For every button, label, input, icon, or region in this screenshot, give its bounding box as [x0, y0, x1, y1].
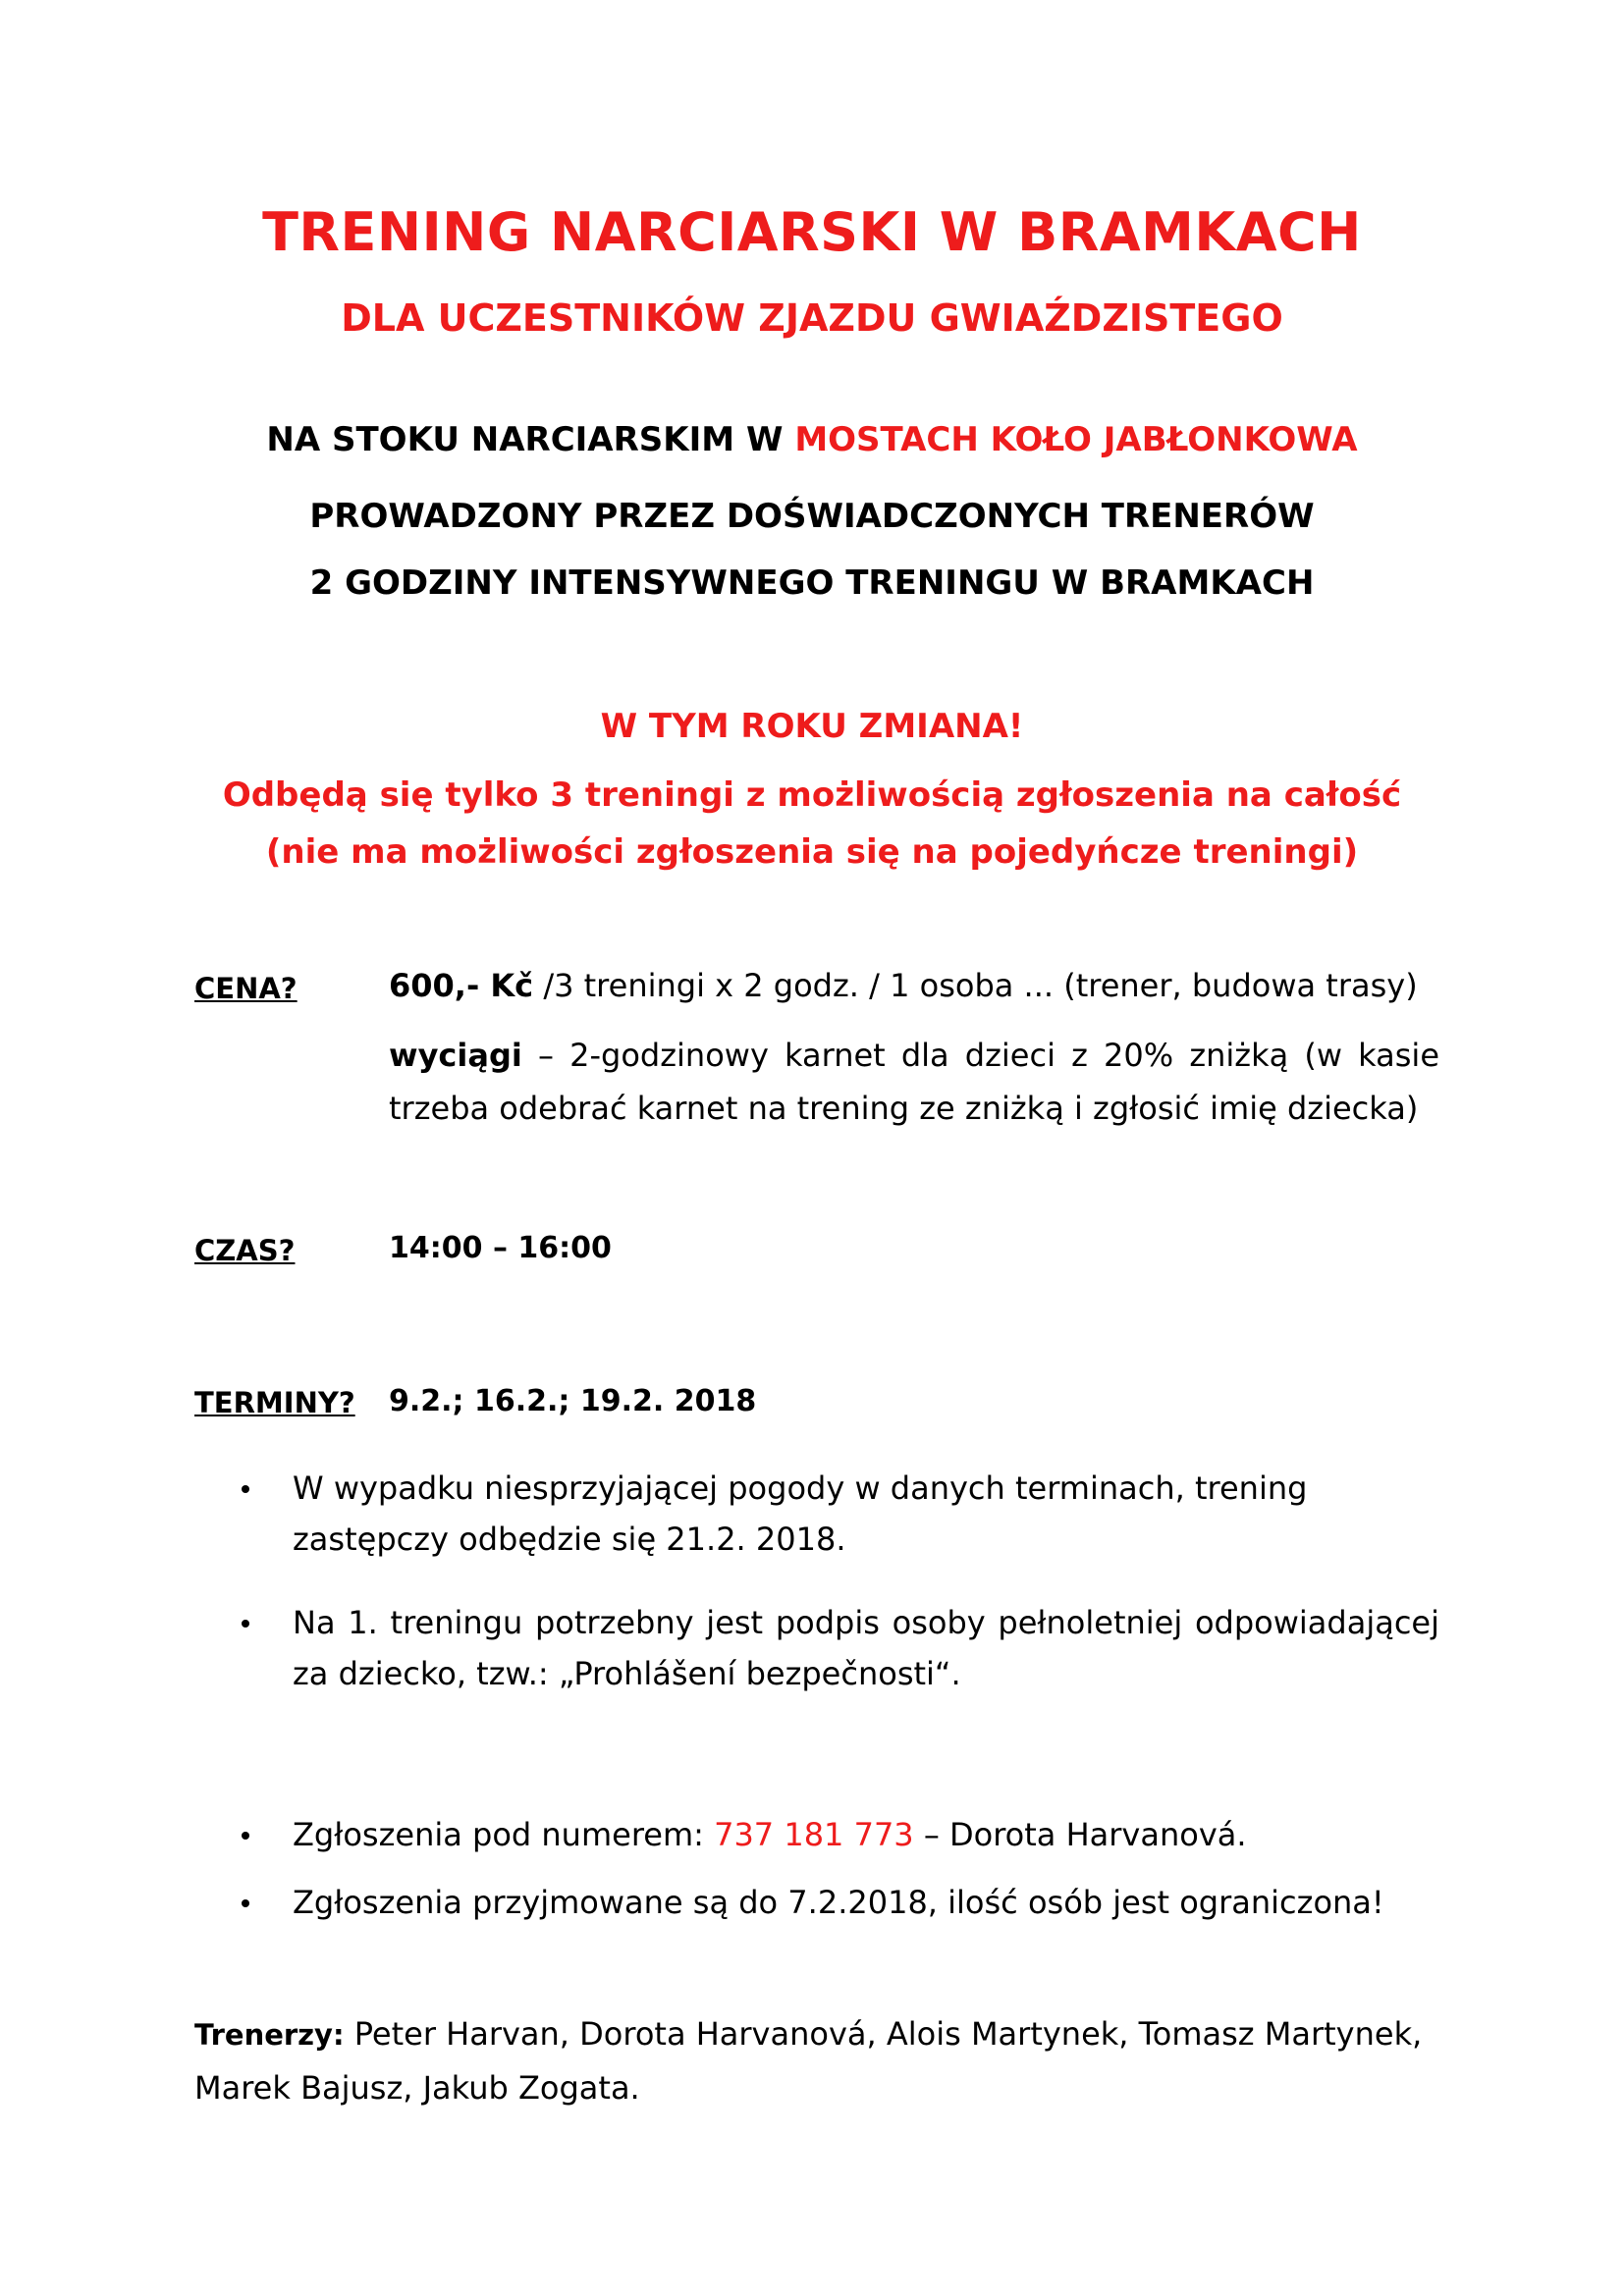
price-label: CENA? — [194, 972, 298, 1005]
document-title: TRENING NARCIARSKI W BRAMKACH — [262, 201, 1362, 263]
trainers-label: Trenerzy: — [194, 2018, 345, 2052]
document-subtitle: DLA UCZESTNIKÓW ZJAZDU GWIAŹDZISTEGO — [341, 296, 1283, 340]
notice-headline: W TYM ROKU ZMIANA! — [600, 707, 1024, 746]
dates-value: 9.2.; 16.2.; 19.2. 2018 — [389, 1384, 757, 1418]
lifts-info — [389, 1029, 1439, 1135]
notice-line-2: (nie ma możliwości zgłoszenia się na pojedyńcze treningi) — [265, 832, 1359, 872]
intro-location-highlight: MOSTACH KOŁO JABŁONKOWA — [794, 420, 1358, 459]
dates-note-signature: Na 1. treningu potrzebny jest podpis osoby pełnoletniej odpowiadającej za dziecko, tzw.: „Prohlášení bezpečnosti“. — [293, 1604, 1439, 1692]
registration-deadline: Zgłoszenia przyjmowane są do 7.2.2018, ilość osób jest ograniczona! — [293, 1884, 1384, 1921]
intro-location-prefix: NA STOKU NARCIARSKIM W — [266, 420, 795, 459]
lifts-text: – 2-godzinowy karnet dla dzieci z 20% zniżką (w kasie trzeba odebrać karnet na trening ze zniżką i zgłosić imię dziecka) — [389, 1037, 1439, 1127]
registration-phone-prefix: Zgłoszenia pod numerem: — [293, 1816, 715, 1853]
intro-trainers-line: PROWADZONY PRZEZ DOŚWIADCZONYCH TRENERÓW — [309, 497, 1315, 536]
time-value: 14:00 – 16:00 — [389, 1231, 612, 1265]
bullet-dot — [242, 1620, 249, 1628]
intro-location-line — [0, 420, 1624, 459]
registration-phone-suffix: – Dorota Harvanová. — [913, 1816, 1247, 1853]
bullet-dot — [242, 1485, 249, 1493]
lifts-label: wyciągi — [389, 1037, 522, 1074]
trainers-paragraph — [194, 2007, 1439, 2114]
dates-note-weather: W wypadku niesprzyjającej pogody w danych terminach, trening zastępczy odbędzie się 21.2. 2018. — [293, 1469, 1308, 1558]
intro-duration-line: 2 GODZINY INTENSYWNEGO TRENINGU W BRAMKACH — [309, 563, 1315, 603]
registration-phone-number: 737 181 773 — [714, 1816, 914, 1853]
time-label: CZAS? — [194, 1234, 296, 1267]
price-details: /3 treningi x 2 godz. / 1 osoba ... (trener, budowa trasy) — [533, 967, 1418, 1004]
price-value — [389, 967, 1418, 1004]
trainers-names: Peter Harvan, Dorota Harvanová, Alois Martynek, Tomasz Martynek, Marek Bajusz, Jakub Zogata. — [194, 2015, 1423, 2107]
registration-phone-line — [293, 1809, 1439, 1860]
price-amount: 600,- Kč — [389, 967, 534, 1004]
bullet-dot — [242, 1899, 249, 1907]
notice-line-1: Odbędą się tylko 3 treningi z możliwością zgłoszenia na całość — [222, 775, 1402, 815]
dates-label: TERMINY? — [194, 1386, 355, 1419]
bullet-dot — [242, 1832, 249, 1840]
